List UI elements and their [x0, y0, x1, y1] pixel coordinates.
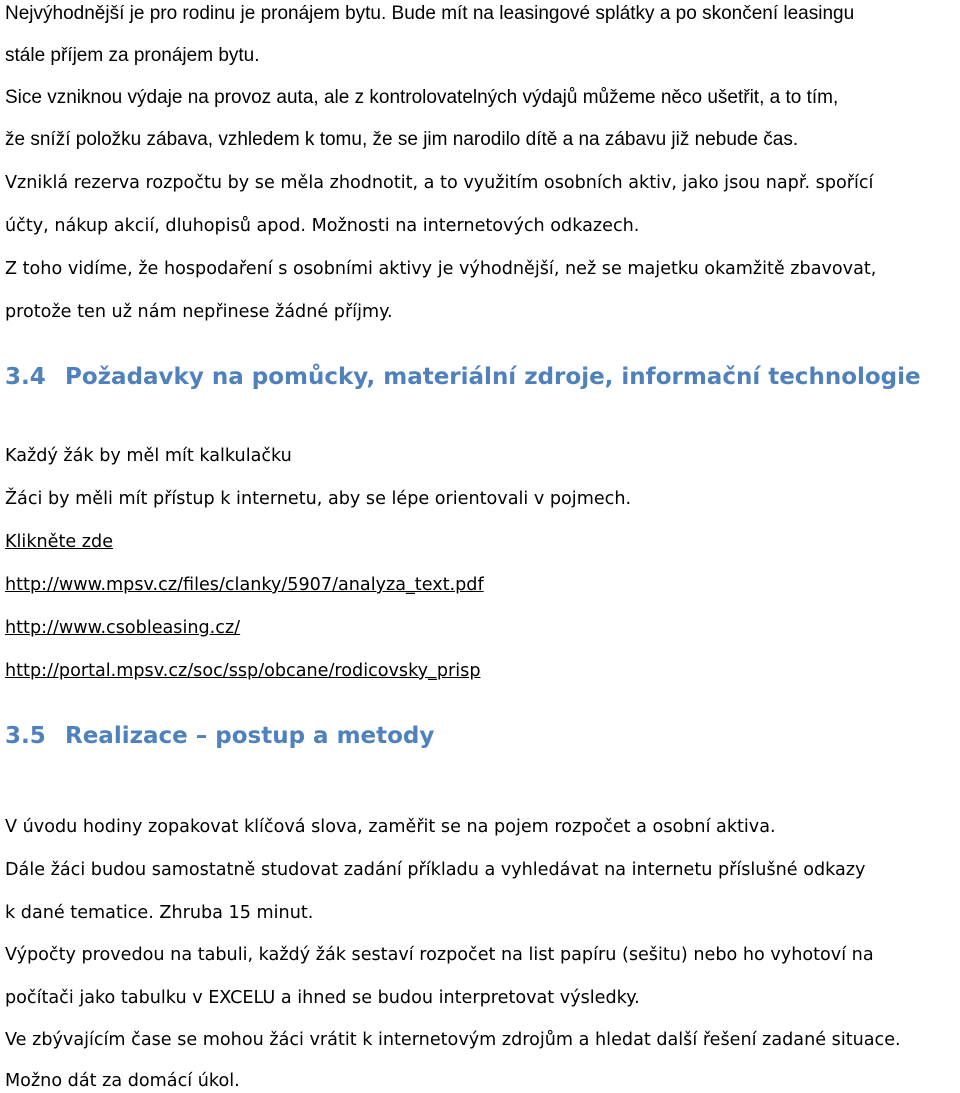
portal-mpsv-link[interactable]: http://portal.mpsv.cz/soc/ssp/obcane/rodicovsky_prisp — [5, 661, 481, 681]
text-line: V úvodu hodiny zopakovat klíčová slova, zaměřit se na pojem rozpočet a osobní aktiva. — [5, 817, 776, 837]
text-line: že sníží položku zábava, vzhledem k tomu, že se jim narodilo dítě a na zábavu již nebude čas. — [5, 129, 799, 150]
text-line: Nejvýhodnější je pro rodinu je pronájem bytu. Bude mít na leasingové splátky a po skončení leasingu — [5, 3, 855, 24]
text-line: Dále žáci budou samostatně studovat zadání příkladu a vyhledávat na internetu příslušné odkazy — [5, 860, 866, 880]
section-number: 3.4 — [5, 364, 46, 390]
text-line: Sice vzniknou výdaje na provoz auta, ale z kontrolovatelných výdajů můžeme něco ušetřit, a to tím, — [5, 87, 839, 108]
text-line: účty, nákup akcií, dluhopisů apod. Možnosti na internetových odkazech. — [5, 216, 640, 236]
section-title: Požadavky na pomůcky, materiální zdroje, informační technologie — [65, 364, 921, 390]
section-heading — [5, 362, 921, 392]
text-line: Každý žák by měl mít kalkulačku — [5, 446, 292, 466]
csobleasing-link[interactable]: http://www.csobleasing.cz/ — [5, 618, 241, 638]
section-title: Realizace – postup a metody — [65, 723, 435, 749]
mpsv-analysis-link[interactable]: http://www.mpsv.cz/files/clanky/5907/analyza_text.pdf — [5, 575, 484, 595]
text-line: protože ten už nám nepřinese žádné příjmy. — [5, 302, 393, 322]
section-number: 3.5 — [5, 723, 46, 749]
text-line: Ve zbývajícím čase se mohou žáci vrátit k internetovým zdrojům a hledat další řešení zadané situace. — [5, 1030, 901, 1050]
text-line: počítači jako tabulku v EXCELU a ihned se budou interpretovat výsledky. — [5, 988, 640, 1008]
text-line: Možno dát za domácí úkol. — [5, 1071, 240, 1091]
text-line: Žáci by měli mít přístup k internetu, aby se lépe orientovali v pojmech. — [5, 489, 632, 509]
section-heading — [5, 721, 434, 751]
text-line: Z toho vidíme, že hospodaření s osobními aktivy je výhodnější, než se majetku okamžitě zbavovat, — [5, 259, 877, 279]
text-line: k dané tematice. Zhruba 15 minut. — [5, 903, 314, 923]
text-line: Vzniklá rezerva rozpočtu by se měla zhodnotit, a to využitím osobních aktiv, jako jsou např. spořící — [5, 173, 874, 193]
click-here-link[interactable]: Klikněte zde — [5, 532, 114, 552]
text-line: Výpočty provedou na tabuli, každý žák sestaví rozpočet na list papíru (sešitu) nebo ho vyhotoví na — [5, 945, 874, 965]
text-line: stále příjem za pronájem bytu. — [5, 45, 260, 66]
